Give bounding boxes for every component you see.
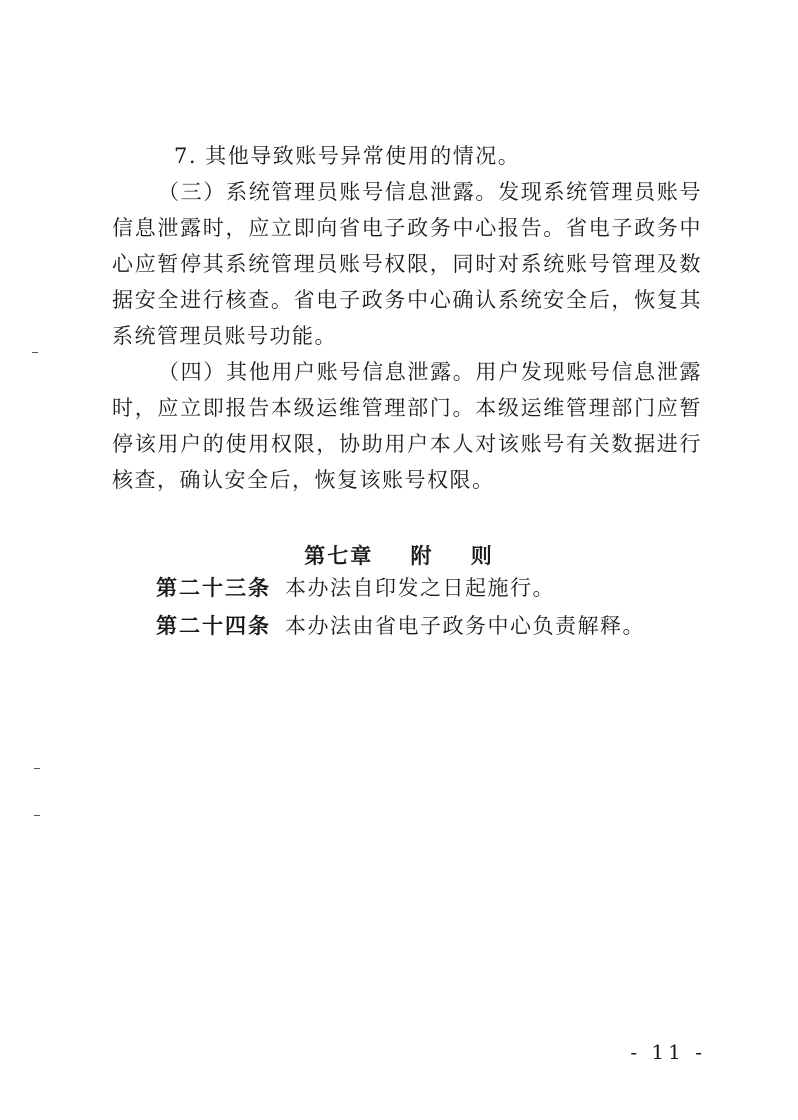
scan-mark xyxy=(34,815,40,816)
paragraph-item-7: 7. 其他导致账号异常使用的情况。 xyxy=(174,144,521,168)
paragraph-section-3: （三）系统管理员账号信息泄露。发现系统管理员账号信息泄露时，应立即向省电子政务中心报告。省电子政务中心应暂停其系统管理员账号权限，同时对系统账号管理及数据安全进行核查。省电子政务中心确认系统安全后，恢复其系统管理员账号功能。 xyxy=(112,180,702,348)
page-number: - 11 - xyxy=(630,1040,706,1064)
scan-mark xyxy=(34,768,40,769)
article-text: 本办法自印发之日起施行。 xyxy=(285,576,555,600)
article-label: 第二十三条 xyxy=(156,576,271,600)
scan-mark xyxy=(32,352,38,353)
paragraph-section-4: （四）其他用户账号信息泄露。用户发现账号信息泄露时，应立即报告本级运维管理部门。本级运维管理部门应暂停该用户的使用权限，协助用户本人对该账号有关数据进行核查，确认安全后，恢复该账号权限。 xyxy=(112,360,702,492)
article-label: 第二十四条 xyxy=(156,614,271,638)
article-text: 本办法由省电子政务中心负责解释。 xyxy=(285,614,645,638)
chapter-title: 第七章 附 则 xyxy=(304,544,494,568)
article-24 xyxy=(156,608,645,644)
article-23 xyxy=(156,570,555,606)
